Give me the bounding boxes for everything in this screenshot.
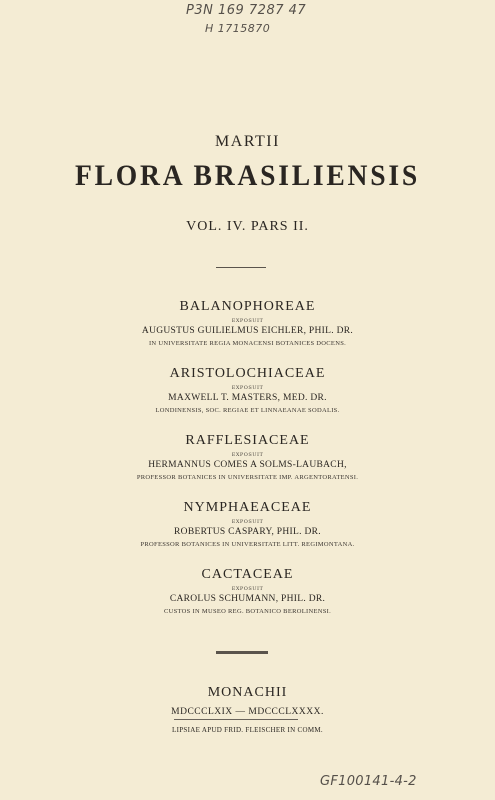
divider-rule-top xyxy=(216,267,266,268)
volume-label: VOL. IV. PARS II. xyxy=(186,219,309,234)
exposuit-label: EXPOSUIT xyxy=(231,519,264,525)
family-nymphaeaceae: NYMPHAEACEAE xyxy=(183,500,312,515)
exposuit-label: EXPOSUIT xyxy=(231,385,264,391)
handwritten-shelfmark: GF100141-4-2 xyxy=(320,774,417,789)
author-schumann: CAROLUS SCHUMANN, PHIL. DR. xyxy=(169,594,326,604)
family-cactaceae: CACTACEAE xyxy=(201,567,294,582)
author-masters: MAXWELL T. MASTERS, MED. DR. xyxy=(168,393,327,403)
exposuit-label: EXPOSUIT xyxy=(231,586,264,592)
author-solms-laubach: HERMANNUS COMES A SOLMS-LAUBACH, xyxy=(148,460,347,470)
family-balanophoreae: BALANOPHOREAE xyxy=(179,299,316,314)
divider-rule-bottom xyxy=(216,651,268,654)
family-aristolochiaceae: ARISTOLOCHIACEAE xyxy=(169,366,326,381)
affiliation-solms-laubach: PROFESSOR BOTANICES IN UNIVERSITATE IMP. ARGENTORATENSI. xyxy=(136,474,359,481)
series-name: MARTII xyxy=(215,133,280,150)
affiliation-eichler: IN UNIVERSITATE REGIA MONACENSI BOTANICES DOCENS. xyxy=(148,340,347,347)
author-eichler: AUGUSTUS GUILIELMUS EICHLER, PHIL. DR. xyxy=(141,326,354,336)
family-rafflesiaceae: RAFFLESIACEAE xyxy=(185,433,310,448)
handwritten-accession-number: H 1715870 xyxy=(205,22,271,35)
book-title: FLORA BRASILIENSIS xyxy=(75,159,420,192)
exposuit-label: EXPOSUIT xyxy=(231,452,264,458)
imprint-city: MONACHII xyxy=(207,685,288,700)
exposuit-label: EXPOSUIT xyxy=(231,318,264,324)
handwritten-catalog-number: P3N 169 7287 47 xyxy=(186,3,307,18)
affiliation-caspary: PROFESSOR BOTANICES IN UNIVERSITATE LITT. REGIMONTANA. xyxy=(140,541,355,548)
affiliation-masters: LONDINENSIS, SOC. REGIAE ET LINNAEANAE SODALIS. xyxy=(155,407,340,414)
years-underline xyxy=(174,719,298,720)
imprint-publisher: LIPSIAE APUD FRID. FLEISCHER IN COMM. xyxy=(172,726,323,734)
author-caspary: ROBERTUS CASPARY, PHIL. DR. xyxy=(174,527,321,537)
imprint-years: MDCCCLXIX — MDCCCLXXXX. xyxy=(171,707,324,717)
affiliation-schumann: CUSTOS IN MUSEO REG. BOTANICO BEROLINENSI. xyxy=(163,608,332,615)
